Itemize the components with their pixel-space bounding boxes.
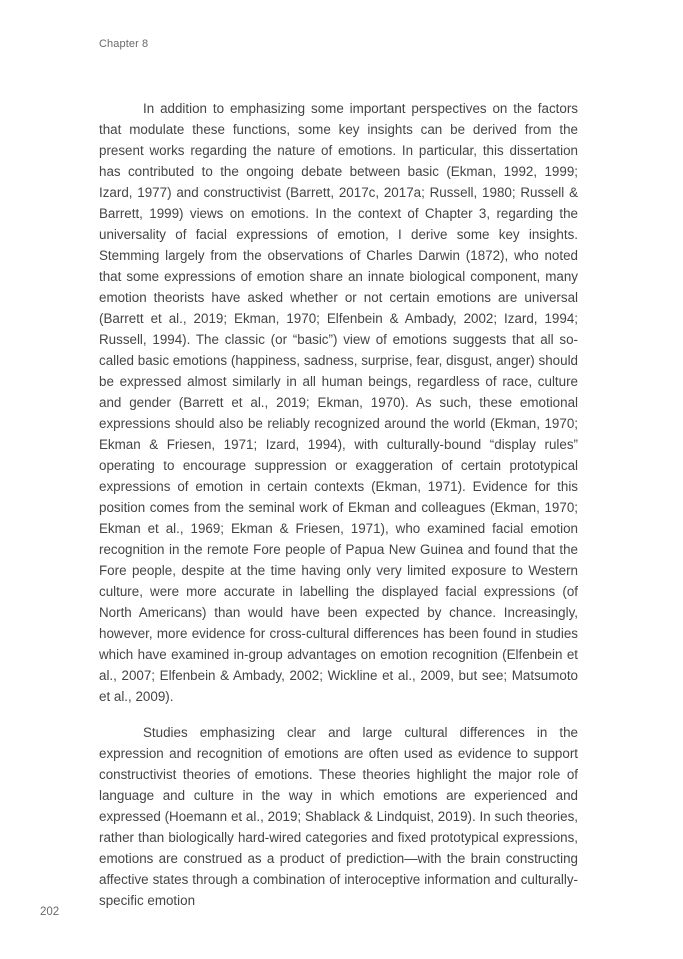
body-text	[99, 98, 578, 911]
running-header: Chapter 8	[99, 38, 149, 50]
page-number: 202	[40, 906, 60, 918]
paragraph-2: Studies emphasizing clear and large cultural differences in the expression and recognition of emotions are often used as evidence to support constructivist theories of emotions. These theories highlight the major role of language and culture in the way in which emotions are experienced and expressed (Hoemann et al., 2019; Shablack & Lindquist, 2019). In such theories, rather than biologically hard-wired categories and fixed prototypical expressions, emotions are construed as a product of prediction—with the brain constructing affective states through a combination of interoceptive information and culturally-specific emotion	[99, 725, 578, 908]
paragraph-1: In addition to emphasizing some important perspectives on the factors that modulate these functions, some key insights can be derived from the present works regarding the nature of emotions. In particular, this dissertation has contributed to the ongoing debate between basic (Ekman, 1992, 1999; Izard, 1977) and constructivist (Barrett, 2017c, 2017a; Russell, 1980; Russell & Barrett, 1999) views on emotions. In the context of Chapter 3, regarding the universality of facial expressions of emotion, I derive some key insights. Stemming largely from the observations of Charles Darwin (1872), who noted that some expressions of emotion share an innate biological component, many emotion theorists have asked whether or not certain emotions are universal (Barrett et al., 2019; Ekman, 1970; Elfenbein & Ambady, 2002; Izard, 1994; Russell, 1994). The classic (or “basic”) view of emotions suggests that all so-called basic emotions (happiness, sadness, surprise, fear, disgust, anger) should be expressed almost similarly in all human beings, regardless of race, culture and gender (Barrett et al., 2019; Ekman, 1970). As such, these emotional expressions should also be reliably recognized around the world (Ekman, 1970; Ekman & Friesen, 1971; Izard, 1994), with culturally-bound “display rules” operating to encourage suppression or exaggeration of certain prototypical expressions of emotion in certain contexts (Ekman, 1971). Evidence for this position comes from the seminal work of Ekman and colleagues (Ekman, 1970; Ekman et al., 1969; Ekman & Friesen, 1971), who examined facial emotion recognition in the remote Fore people of Papua New Guinea and found that the Fore people, despite at the time having only very limited exposure to Western culture, were more accurate in labelling the displayed facial expressions (of North Americans) than would have been expected by chance. Increasingly, however, more evidence for cross-cultural differences has been found in studies which have examined in-group advantages on emotion recognition (Elfenbein et al., 2007; Elfenbein & Ambady, 2002; Wickline et al., 2009, but see; Matsumoto et al., 2009).	[99, 101, 578, 704]
